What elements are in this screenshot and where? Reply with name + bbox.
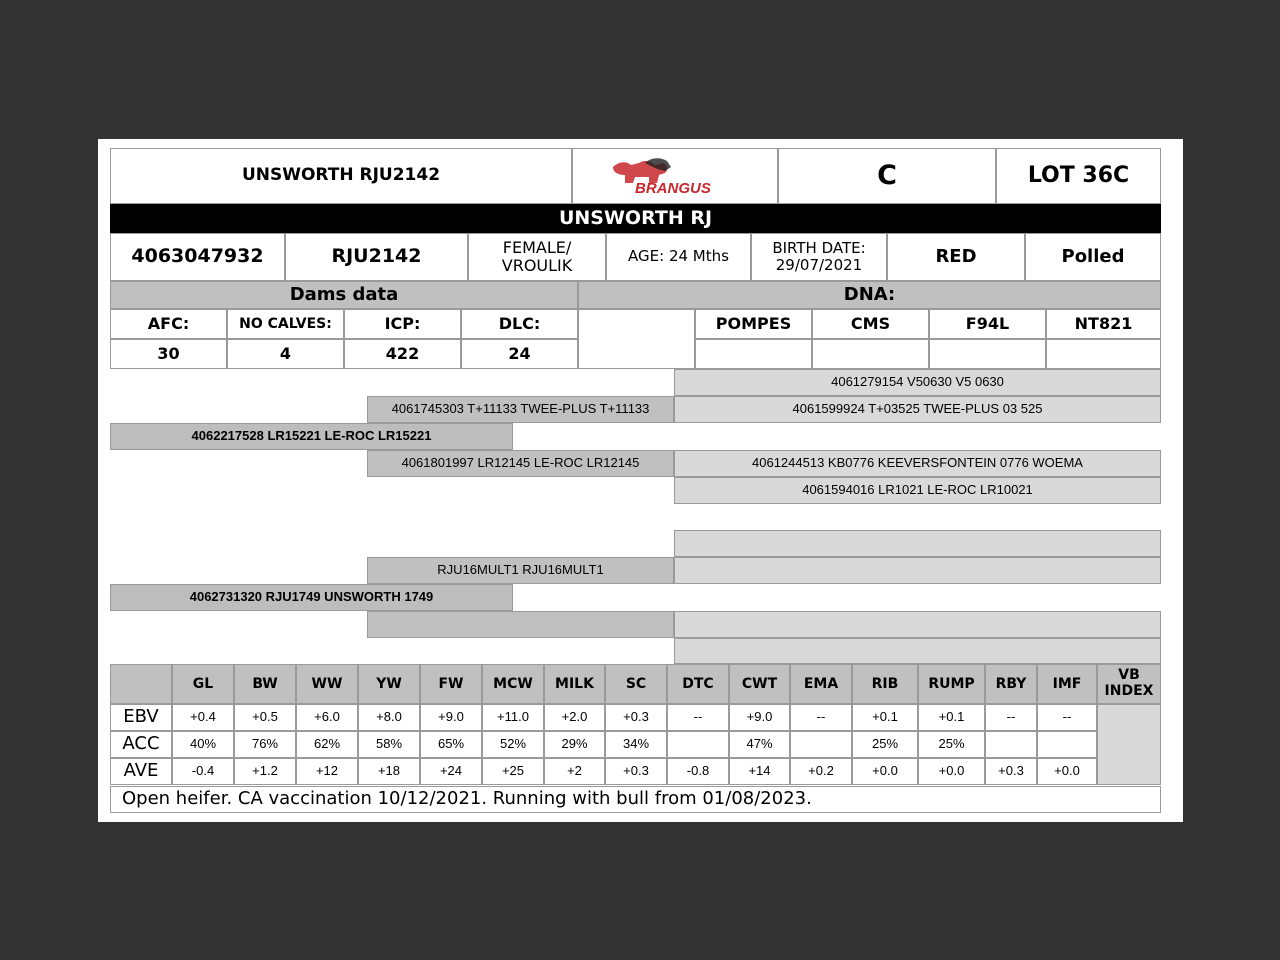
logo-text: BRANGUS	[635, 180, 711, 197]
ebv-cell-ebv-mcw: +11.0	[482, 704, 544, 731]
dna-test-nt821: NT821	[1046, 309, 1161, 339]
ebv-cell-acc-ww: 62%	[296, 731, 358, 758]
ebv-cell-ebv-bw: +0.5	[234, 704, 296, 731]
pedigree-dam-sire-dam	[674, 557, 1161, 584]
ebv-col-rib: RIB	[852, 664, 918, 704]
ebv-col-sc: SC	[605, 664, 667, 704]
ebv-cell-ave-ww: +12	[296, 758, 358, 785]
ebv-cell-ave-mcw: +25	[482, 758, 544, 785]
ebv-cell-ave-imf: +0.0	[1037, 758, 1097, 785]
lot-number: LOT 36C	[996, 148, 1161, 204]
ebv-cell-acc-gl: 40%	[172, 731, 234, 758]
grade: C	[778, 148, 996, 204]
ebv-cell-ave-milk: +2	[544, 758, 605, 785]
icp-label: ICP:	[344, 309, 461, 339]
ebv-cell-ave-sc: +0.3	[605, 758, 667, 785]
ebv-cell-ave-dtc: -0.8	[667, 758, 729, 785]
dna-test-pompes: POMPES	[695, 309, 812, 339]
dlc-value: 24	[461, 339, 578, 369]
ebv-cell-ave-rby: +0.3	[985, 758, 1037, 785]
ebv-col-dtc: DTC	[667, 664, 729, 704]
animal-tag: RJU2142	[285, 233, 468, 281]
horn-status: Polled	[1025, 233, 1161, 281]
ebv-cell-ebv-cwt: +9.0	[729, 704, 790, 731]
ebv-cell-ebv-imf: --	[1037, 704, 1097, 731]
calves-value: 4	[227, 339, 344, 369]
ebv-col-cwt: CWT	[729, 664, 790, 704]
ebv-cell-acc-milk: 29%	[544, 731, 605, 758]
ebv-cell-ave-ema: +0.2	[790, 758, 852, 785]
dams-data-title: Dams data	[110, 281, 578, 309]
pedigree-sire-sire: 4061745303 T+11133 TWEE-PLUS T+11133	[367, 396, 674, 423]
ebv-cell-ebv-dtc: --	[667, 704, 729, 731]
brangus-logo-icon	[605, 153, 745, 199]
pedigree-dam-sire-sire	[674, 530, 1161, 557]
ebv-cell-acc-yw: 58%	[358, 731, 420, 758]
pedigree-sire-dam-dam: 4061594016 LR1021 LE-ROC LR10021	[674, 477, 1161, 504]
ebv-cell-acc-sc: 34%	[605, 731, 667, 758]
ebv-cell-ebv-ww: +6.0	[296, 704, 358, 731]
pedigree-sire-sire-sire: 4061279154 V50630 V5 0630	[674, 369, 1161, 396]
ebv-col-yw: YW	[358, 664, 420, 704]
dna-blank-cell	[578, 309, 695, 369]
sale-card	[98, 139, 1183, 822]
ebv-cell-ave-rump: +0.0	[918, 758, 985, 785]
ebv-header-corner	[110, 664, 172, 704]
ebv-cell-acc-mcw: 52%	[482, 731, 544, 758]
calves-label: NO CALVES:	[227, 309, 344, 339]
pedigree-dam-sire: RJU16MULT1 RJU16MULT1	[367, 557, 674, 584]
ebv-cell-acc-rump: 25%	[918, 731, 985, 758]
brangus-logo	[572, 148, 778, 204]
ebv-row-label-ebv: EBV	[110, 704, 172, 731]
dna-result-nt821	[1046, 339, 1161, 369]
ebv-cell-acc-imf	[1037, 731, 1097, 758]
ebv-cell-acc-ema	[790, 731, 852, 758]
animal-name: UNSWORTH RJU2142	[110, 148, 572, 204]
pedigree-sire-sire-dam: 4061599924 T+03525 TWEE-PLUS 03 525	[674, 396, 1161, 423]
ebv-cell-ave-yw: +18	[358, 758, 420, 785]
dlc-label: DLC:	[461, 309, 578, 339]
ebv-cell-ebv-rump: +0.1	[918, 704, 985, 731]
dna-title: DNA:	[578, 281, 1161, 309]
ebv-col-ema: EMA	[790, 664, 852, 704]
pedigree-sire: 4062217528 LR15221 LE-ROC LR15221	[110, 423, 513, 450]
ebv-cell-ave-bw: +1.2	[234, 758, 296, 785]
dna-result-pompes	[695, 339, 812, 369]
id-number: 4063047932	[110, 233, 285, 281]
ebv-col-rump: RUMP	[918, 664, 985, 704]
ebv-cell-acc-dtc	[667, 731, 729, 758]
ebv-col-fw: FW	[420, 664, 482, 704]
pedigree-dam: 4062731320 RJU1749 UNSWORTH 1749	[110, 584, 513, 611]
dna-test-f94l: F94L	[929, 309, 1046, 339]
ebv-col-mcw: MCW	[482, 664, 544, 704]
ebv-cell-ave-gl: -0.4	[172, 758, 234, 785]
ebv-cell-ebv-sc: +0.3	[605, 704, 667, 731]
pedigree-sire-dam: 4061801997 LR12145 LE-ROC LR12145	[367, 450, 674, 477]
birth-date-label: BIRTH DATE:	[772, 238, 866, 257]
ebv-cell-ebv-yw: +8.0	[358, 704, 420, 731]
vb-index-value	[1097, 704, 1161, 785]
icp-value: 422	[344, 339, 461, 369]
afc-value: 30	[110, 339, 227, 369]
ebv-cell-ave-fw: +24	[420, 758, 482, 785]
pedigree-dam-dam-dam	[674, 638, 1161, 664]
breeder-title-bar: UNSWORTH RJ	[110, 204, 1161, 233]
ebv-col-milk: MILK	[544, 664, 605, 704]
pedigree-dam-dam	[367, 611, 674, 638]
ebv-cell-acc-bw: 76%	[234, 731, 296, 758]
pedigree-dam-dam-sire	[674, 611, 1161, 638]
birth-date-value: 29/07/2021	[775, 256, 863, 274]
notes: Open heifer. CA vaccination 10/12/2021. Running with bull from 01/08/2023.	[110, 786, 1161, 813]
ebv-cell-ave-cwt: +14	[729, 758, 790, 785]
ebv-col-bw: BW	[234, 664, 296, 704]
ebv-cell-acc-rby	[985, 731, 1037, 758]
ebv-col-rby: RBY	[985, 664, 1037, 704]
ebv-row-label-ave: AVE	[110, 758, 172, 785]
age: AGE: 24 Mths	[606, 233, 751, 281]
dna-result-cms	[812, 339, 929, 369]
ebv-col-ww: WW	[296, 664, 358, 704]
pedigree-sire-dam-sire: 4061244513 KB0776 KEEVERSFONTEIN 0776 WOEMA	[674, 450, 1161, 477]
ebv-cell-ebv-fw: +9.0	[420, 704, 482, 731]
vb-index-header: VB INDEX	[1097, 664, 1161, 704]
afc-label: AFC:	[110, 309, 227, 339]
ebv-cell-ebv-rib: +0.1	[852, 704, 918, 731]
ebv-col-imf: IMF	[1037, 664, 1097, 704]
ebv-cell-acc-cwt: 47%	[729, 731, 790, 758]
ebv-cell-ebv-rby: --	[985, 704, 1037, 731]
ebv-cell-acc-fw: 65%	[420, 731, 482, 758]
dna-result-f94l	[929, 339, 1046, 369]
ebv-cell-ebv-gl: +0.4	[172, 704, 234, 731]
ebv-cell-ebv-milk: +2.0	[544, 704, 605, 731]
colour: RED	[887, 233, 1025, 281]
birth-date	[751, 233, 887, 281]
ebv-col-gl: GL	[172, 664, 234, 704]
ebv-cell-acc-rib: 25%	[852, 731, 918, 758]
ebv-cell-ave-rib: +0.0	[852, 758, 918, 785]
dna-test-cms: CMS	[812, 309, 929, 339]
sex: FEMALE/ VROULIK	[468, 233, 606, 281]
ebv-row-label-acc: ACC	[110, 731, 172, 758]
ebv-cell-ebv-ema: --	[790, 704, 852, 731]
